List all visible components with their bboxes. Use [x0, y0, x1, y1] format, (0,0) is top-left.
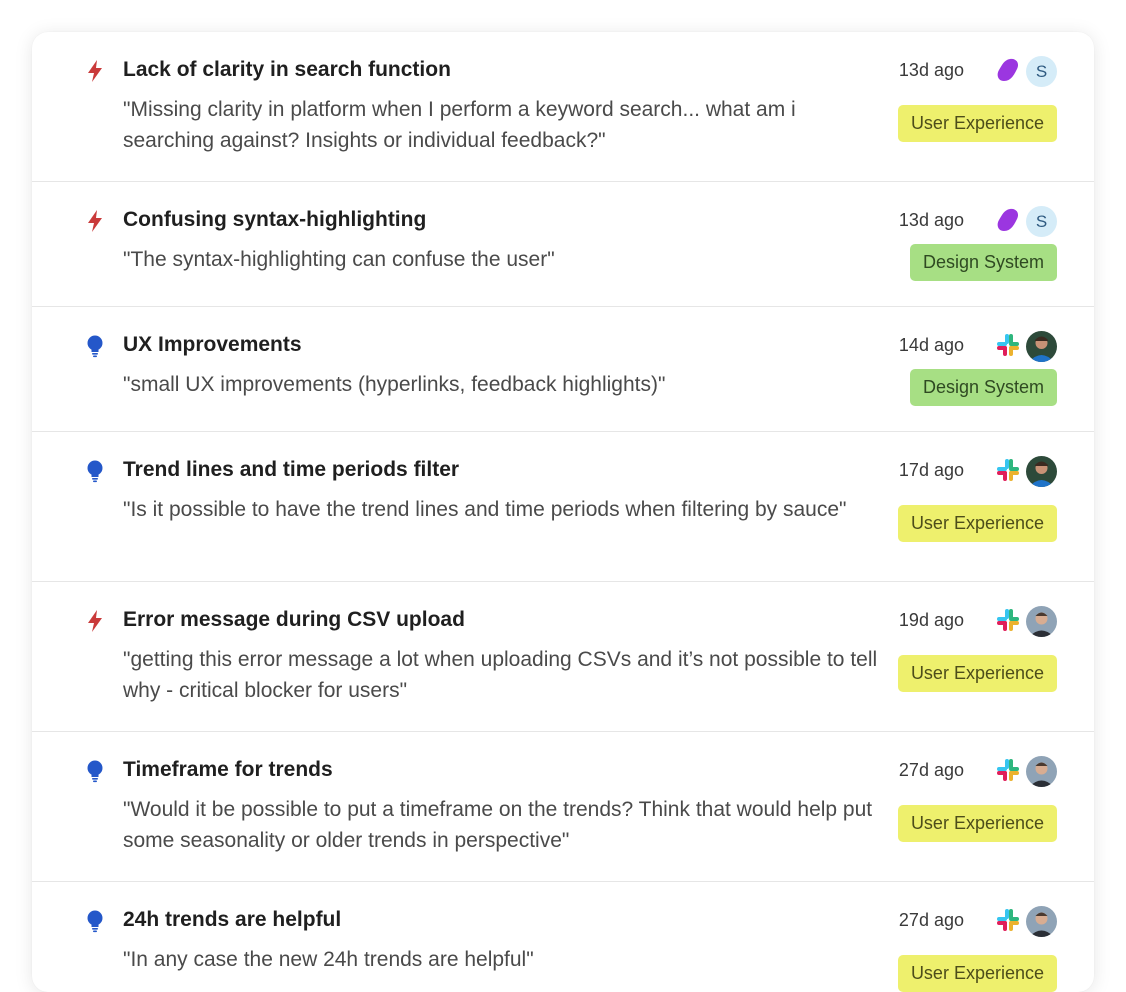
feedback-title: Error message during CSV upload [123, 608, 465, 631]
feedback-title: UX Improvements [123, 333, 302, 356]
feedback-quote: "getting this error message a lot when uploading CSVs and it’s not possible to tell why - critical blocker for users" [123, 648, 878, 702]
lightbulb-icon [84, 334, 106, 358]
feedback-row[interactable] [32, 582, 1094, 732]
feedback-quote: "Missing clarity in platform when I perform a keyword search... what am i searching against? Insights or individual feedback?" [123, 98, 796, 152]
category-tag[interactable]: User Experience [898, 805, 1057, 842]
purple-blob-icon [994, 56, 1022, 84]
purple-blob-icon [994, 206, 1022, 234]
category-tag[interactable]: User Experience [898, 655, 1057, 692]
feedback-title: Timeframe for trends [123, 758, 333, 781]
slack-icon [994, 756, 1022, 784]
feedback-time: 13d ago [898, 210, 964, 230]
avatar[interactable]: S [1026, 56, 1057, 87]
feedback-title: Lack of clarity in search function [123, 58, 451, 81]
slack-icon [994, 906, 1022, 934]
category-tag[interactable]: User Experience [898, 505, 1057, 542]
feedback-title: Trend lines and time periods filter [123, 458, 460, 481]
feedback-title: Confusing syntax-highlighting [123, 208, 427, 231]
slack-icon [994, 331, 1022, 359]
bolt-icon [84, 209, 106, 233]
category-tag[interactable]: User Experience [898, 955, 1057, 992]
feedback-quote: "In any case the new 24h trends are helpful" [123, 948, 534, 971]
feedback-row[interactable] [32, 882, 1094, 992]
slack-icon [994, 606, 1022, 634]
feedback-time: 27d ago [898, 910, 964, 930]
avatar[interactable]: S [1026, 206, 1057, 237]
feedback-time: 13d ago [898, 60, 964, 80]
bolt-icon [84, 609, 106, 633]
feedback-row[interactable] [32, 182, 1094, 307]
avatar[interactable] [1026, 456, 1057, 487]
feedback-quote: "The syntax-highlighting can confuse the user" [123, 248, 555, 271]
feedback-quote: "Would it be possible to put a timeframe on the trends? Think that would help put some seasonality or older trends in perspective" [123, 798, 873, 852]
avatar[interactable] [1026, 606, 1057, 637]
slack-icon [994, 456, 1022, 484]
feedback-row[interactable] [32, 432, 1094, 582]
avatar[interactable] [1026, 756, 1057, 787]
lightbulb-icon [84, 759, 106, 783]
feedback-row[interactable] [32, 307, 1094, 432]
feedback-time: 27d ago [898, 760, 964, 780]
feedback-time: 19d ago [898, 610, 964, 630]
feedback-list [32, 32, 1094, 992]
avatar[interactable] [1026, 906, 1057, 937]
category-tag[interactable]: Design System [910, 244, 1057, 281]
feedback-time: 17d ago [898, 460, 964, 480]
category-tag[interactable]: Design System [910, 369, 1057, 406]
avatar[interactable] [1026, 331, 1057, 362]
feedback-quote: "Is it possible to have the trend lines and time periods when filtering by sauce" [123, 498, 847, 521]
category-tag[interactable]: User Experience [898, 105, 1057, 142]
feedback-row[interactable] [32, 32, 1094, 182]
feedback-time: 14d ago [898, 335, 964, 355]
feedback-title: 24h trends are helpful [123, 908, 342, 931]
bolt-icon [84, 59, 106, 83]
lightbulb-icon [84, 459, 106, 483]
feedback-quote: "small UX improvements (hyperlinks, feedback highlights)" [123, 373, 666, 396]
lightbulb-icon [84, 909, 106, 933]
feedback-row[interactable] [32, 732, 1094, 882]
